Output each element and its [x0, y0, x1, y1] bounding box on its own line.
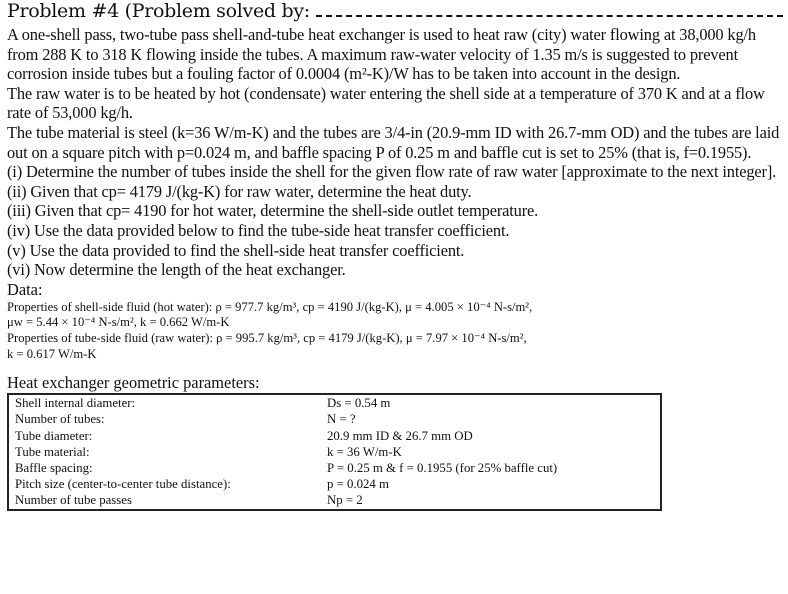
geometry-heading: Heat exchanger geometric parameters: — [7, 373, 260, 393]
problem-header — [7, 0, 783, 25]
paragraph-hot-water: The raw water is to be heated by hot (condensate) water entering the shell side at a temperature of 370 K and at a flow rate of 53,000 kg/h. — [7, 83, 765, 123]
table-row — [8, 428, 661, 444]
geometry-value: Ds = 0.54 m — [327, 396, 391, 411]
paragraph-description: A one-shell pass, two-tube pass shell-and-tube heat exchanger is used to heat raw (city) water flowing at 38,000 kg/h from 288 K to 318 K flowing inside the tubes. A maximum raw-water velocity of 1.35 m/s is suggested to prevent corrosion inside tubes but a fouling factor of 0.0004 (m²-K)/W has to be taken into account in the design. — [7, 25, 756, 84]
question-iv: (iv) Use the data provided below to find the tube-side heat transfer coefficient. — [7, 220, 510, 240]
paragraph-tube-material: The tube material is steel (k=36 W/m-K) and the tubes are 3/4-in (20.9-mm ID with 26.7-mm OD) and the tubes are laid out on a square pitch with p=0.024 m, and baffle spacing P of 0.25 m and baffle cut is set to 25% (that is, f=0.1955). — [7, 122, 780, 162]
table-row — [8, 460, 661, 476]
geometry-key: Number of tubes: — [15, 412, 105, 427]
geometry-key: Tube diameter: — [15, 428, 93, 443]
problem-page — [7, 0, 783, 511]
shell-side-properties-line-1: Properties of shell-side fluid (hot water): ρ = 977.7 kg/m³, cp = 4190 J/(kg-K), μ = 4.005 × 10⁻⁴ N-s/m², — [7, 299, 533, 314]
geometry-value: k = 36 W/m-K — [327, 444, 402, 459]
geometry-key: Number of tube passes — [15, 493, 132, 508]
tube-side-properties-line-1: Properties of tube-side fluid (raw water): ρ = 995.7 kg/m³, cp = 4179 J/(kg-K), μ = 7.97 × 10⁻⁴ N-s/m², — [7, 330, 527, 345]
geometry-value: N = ? — [327, 412, 356, 427]
geometry-key: Shell internal diameter: — [15, 396, 136, 411]
problem-title: Problem #4 (Problem solved by: — [7, 0, 310, 22]
geometry-value: Np = 2 — [327, 493, 363, 508]
geometry-value: p = 0.024 m — [327, 477, 389, 492]
question-iii: (iii) Given that cp= 4190 for hot water, determine the shell-side outlet temperature. — [7, 201, 539, 221]
geometry-key: Baffle spacing: — [15, 460, 93, 475]
shell-side-properties-line-2: μw = 5.44 × 10⁻⁴ N-s/m², k = 0.662 W/m-K — [7, 315, 230, 330]
geometry-table — [7, 393, 662, 510]
question-v: (v) Use the data provided to find the shell-side heat transfer coefficient. — [7, 240, 465, 260]
geometry-value: 20.9 mm ID & 26.7 mm OD — [327, 428, 473, 443]
tube-side-properties-line-2: k = 0.617 W/m-K — [7, 346, 97, 361]
geometry-key: Pitch size (center-to-center tube distance): — [15, 477, 231, 492]
table-row — [8, 476, 661, 492]
table-row — [8, 444, 661, 460]
question-ii: (ii) Given that cp= 4179 J/(kg-K) for raw water, determine the heat duty. — [7, 181, 472, 201]
geometry-value: P = 0.25 m & f = 0.1955 (for 25% baffle cut) — [327, 460, 558, 475]
table-row — [8, 394, 661, 411]
name-blank-line — [316, 15, 783, 17]
question-i: (i) Determine the number of tubes inside the shell for the given flow rate of raw water [approximate to the next integer]. — [7, 162, 777, 182]
table-row — [8, 411, 661, 427]
data-label: Data: — [7, 279, 43, 299]
question-vi: (vi) Now determine the length of the heat exchanger. — [7, 260, 346, 280]
problem-statement — [7, 25, 783, 280]
fluid-properties — [7, 300, 783, 362]
geometry-key: Tube material: — [15, 444, 90, 459]
table-row — [8, 492, 661, 509]
